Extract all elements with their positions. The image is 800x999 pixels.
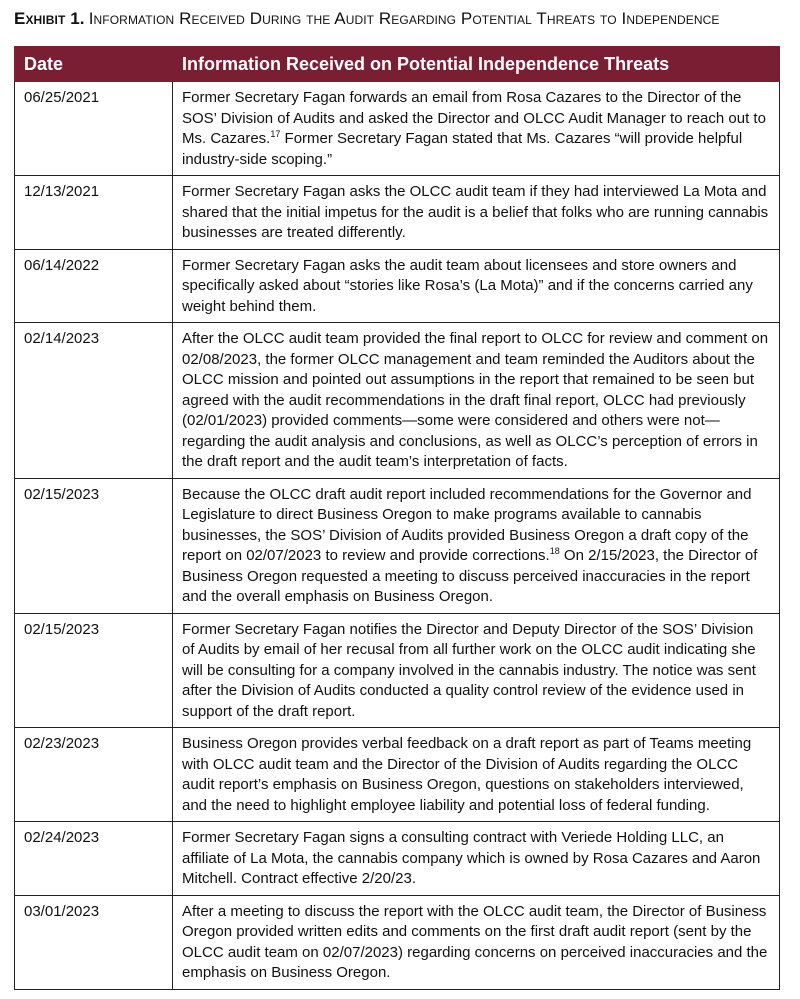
table-body xyxy=(15,82,780,990)
row-text-continued: On 2/15/2023, the Director of Business Oregon requested a meeting to discuss perceived inaccuracies in the report and the overall emphasis on Business Oregon. xyxy=(182,547,758,605)
row-information xyxy=(173,728,780,822)
row-text: After a meeting to discuss the report with the OLCC audit team, the Director of Business Oregon provided written edits and comments on the first draft audit report (sent by the OLCC audit team on 02/07/2023) regarding concerns on perceived inaccuracies and the emphasis on Business Oregon. xyxy=(182,902,768,981)
exhibit-title xyxy=(14,9,719,29)
row-date: 02/15/2023 xyxy=(15,478,173,613)
row-text-continued: Former Secretary Fagan stated that Ms. Cazares “will provide helpful industry-side scoping.” xyxy=(182,130,743,168)
row-information xyxy=(173,478,780,613)
row-date: 02/14/2023 xyxy=(15,323,173,479)
row-text: Former Secretary Fagan asks the audit team about licensees and store owners and specifically asked about “stories like Rosa’s (La Mota)” and if the concerns carried any weight behind them. xyxy=(182,256,753,315)
table-row xyxy=(15,249,780,323)
table-row xyxy=(15,82,780,176)
row-date: 02/23/2023 xyxy=(15,728,173,822)
header-information: Information Received on Potential Independence Threats xyxy=(173,47,780,82)
table-row xyxy=(15,895,780,989)
row-date: 02/15/2023 xyxy=(15,613,173,728)
row-date: 06/14/2022 xyxy=(15,249,173,323)
row-information xyxy=(173,249,780,323)
table-row xyxy=(15,478,780,613)
row-text: Because the OLCC draft audit report included recommendations for the Governor and Legislature to direct Business Oregon to make programs available to cannabis businesses, the SOS’ Division of Audits provided Business Oregon a draft copy of the report on 02/07/2023 to review and provide corrections. xyxy=(182,485,752,564)
row-date: 06/25/2021 xyxy=(15,82,173,176)
table-row xyxy=(15,613,780,728)
row-information xyxy=(173,895,780,989)
row-text: Business Oregon provides verbal feedback on a draft report as part of Teams meeting with OLCC audit team and the Director of the Division of Audits regarding the OLCC audit report’s emphasis on Business Oregon, questions on stakeholders interviewed, and the need to highlight employee liability and potential loss of federal funding. xyxy=(182,735,752,814)
footnote-marker: 17 xyxy=(270,129,281,139)
header-date: Date xyxy=(15,47,173,82)
row-date: 02/24/2023 xyxy=(15,822,173,896)
row-text: Former Secretary Fagan signs a consulting contract with Veriede Holding LLC, an affiliate of La Mota, the cannabis company which is owned by Rosa Cazares and Aaron Mitchell. Contract effective 2/20/23. xyxy=(182,829,761,887)
footnote-marker: 18 xyxy=(549,546,560,556)
row-text: After the OLCC audit team provided the final report to OLCC for review and comment on 02/08/2023, the former OLCC management and team reminded the Auditors about the OLCC mission and pointed out assumptions in the report that remained to be seen but agreed with the audit recommendations in the draft final report, OLCC had previously (02/01/2023) provided comments—some were considered and others were not—regarding the audit analysis and conclusions, as well as OLCC’s perception of errors in the draft report and the audit team’s interpretation of facts. xyxy=(182,330,769,470)
table-row xyxy=(15,176,780,250)
table-header-row xyxy=(15,47,780,82)
row-text: Former Secretary Fagan forwards an email from Rosa Cazares to the Director of the SOS’ Division of Audits and asked the Director and OLCC Audit Manager to reach out to Ms. Cazares. xyxy=(182,89,766,147)
row-information xyxy=(173,323,780,479)
table-row xyxy=(15,728,780,822)
row-text: Former Secretary Fagan asks the OLCC audit team if they had interviewed La Mota and shared that the initial impetus for the audit is a belief that folks who are running cannabis businesses are treated differently. xyxy=(182,183,769,241)
row-date: 03/01/2023 xyxy=(15,895,173,989)
row-information xyxy=(173,82,780,176)
row-information xyxy=(173,613,780,728)
row-text: Former Secretary Fagan notifies the Director and Deputy Director of the SOS’ Division of Audits by email of her recusal from all further work on the OLCC audit indicating she will be consulting for a company involved in the cannabis industry. The notice was sent after the Division of Audits conducted a quality control review of the evidence used in support of the draft report. xyxy=(182,620,756,720)
row-date: 12/13/2021 xyxy=(15,176,173,250)
table-row xyxy=(15,323,780,479)
table-row xyxy=(15,822,780,896)
exhibit-number: Exhibit 1. xyxy=(14,9,85,28)
row-information xyxy=(173,822,780,896)
row-information xyxy=(173,176,780,250)
independence-threats-table xyxy=(14,46,780,990)
exhibit-caption: Information Received During the Audit Regarding Potential Threats to Independence xyxy=(88,9,720,28)
